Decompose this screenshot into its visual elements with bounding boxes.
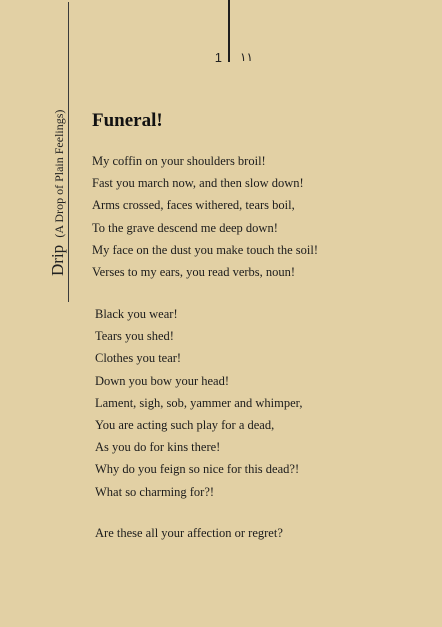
book-subtitle: (A Drop of Plain Feelings) [52, 109, 66, 238]
page-number-divider [228, 0, 230, 62]
poem-title: Funeral! [92, 110, 163, 131]
poem-line: Black you wear! [95, 307, 178, 321]
book-title: Drip [48, 244, 67, 276]
poem-line: Lament, sigh, sob, yammer and whimper, [95, 395, 303, 410]
poem-line: My coffin on your shoulders broil! [92, 154, 266, 168]
poem-line: What so charming for?! [95, 484, 215, 499]
stanza-3 [95, 522, 283, 544]
poem-line: Are these all your affection or regret? [95, 526, 283, 540]
stanza-1 [92, 150, 318, 283]
poem-line: Tears you shed! [95, 329, 174, 344]
page-number-latin: 1 [214, 50, 222, 65]
page-number-arabic: ١١ [240, 50, 253, 64]
poem-line: Down you bow your head! [95, 373, 230, 388]
poem-line: As you do for kins there! [95, 440, 221, 455]
poem-line: Fast you march now, and then slow down! [92, 176, 304, 191]
poem-line: My face on the dust you make touch the soil! [92, 242, 318, 257]
poem-line: Clothes you tear! [95, 351, 182, 366]
poem-line: Why do you feign so nice for this dead?! [95, 462, 300, 477]
poem-line: You are acting such play for a dead, [95, 417, 275, 432]
poem-line: To the grave descend me deep down! [92, 220, 278, 235]
poem-line: Arms crossed, faces withered, tears boil, [92, 198, 295, 213]
stanza-2 [95, 303, 302, 503]
poem-line: Verses to my ears, you read verbs, noun! [92, 264, 296, 279]
book-running-title [48, 110, 69, 276]
